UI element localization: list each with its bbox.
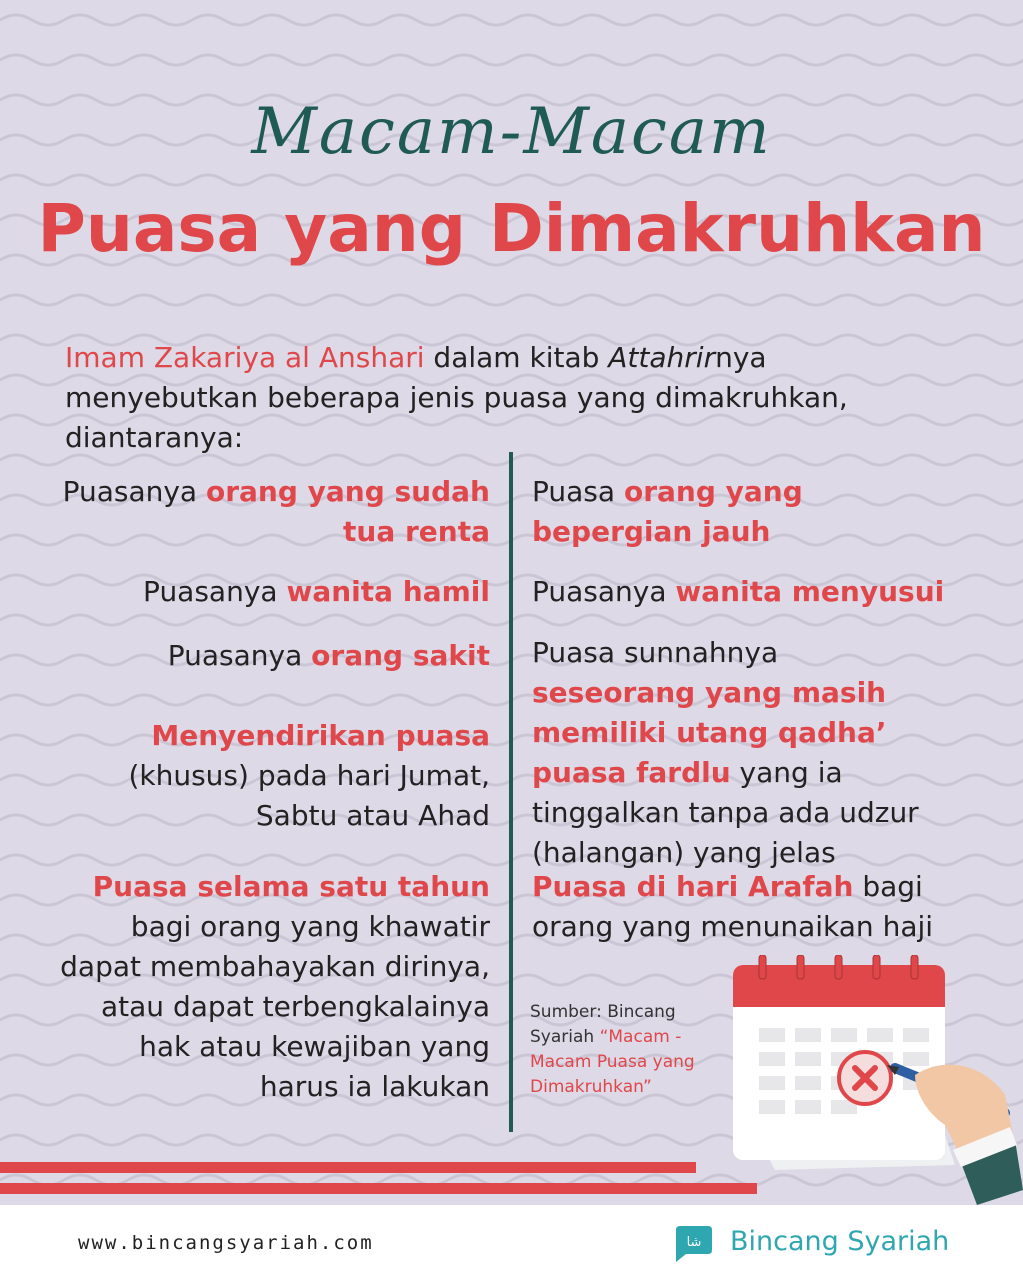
source-label: Sumber: Bincang Syariah	[530, 1002, 676, 1047]
calendar-icon	[715, 955, 1023, 1205]
left-item-5-highlight: Puasa selama satu tahun	[92, 870, 490, 903]
bincang-logo-icon	[670, 1220, 714, 1264]
left-item-5-text: bagi orang yang khawatir dapat membahayakan dirinya, atau dapat terbengkalainya hak atau kewajiban yang harus ia lakukan	[60, 910, 490, 1103]
title-line-2: Puasa yang Dimakruhkan	[37, 190, 986, 267]
right-item-2	[532, 572, 952, 612]
right-item-2-text: Puasanya	[532, 575, 676, 608]
intro-kitab: Attahrir	[608, 341, 716, 374]
right-item-1-text: Puasa	[532, 475, 624, 508]
left-item-4-text: (khusus) pada hari Jumat, Sabtu atau Ahad	[128, 759, 490, 832]
left-item-5	[60, 867, 490, 1107]
right-item-4-highlight: Puasa di hari Arafah	[532, 870, 854, 903]
left-item-4	[110, 716, 490, 836]
left-item-1	[50, 472, 490, 552]
right-item-1-highlight: orang yang bepergian jauh	[532, 475, 803, 548]
intro-author: Imam Zakariya al Anshari	[65, 341, 425, 374]
intro-text-1: dalam kitab	[424, 341, 609, 374]
left-item-4-highlight: Menyendirikan puasa	[151, 719, 490, 752]
right-item-3-highlight: seseorang yang masih memiliki utang qadha’ puasa fardlu	[532, 676, 887, 789]
x-mark-icon	[839, 1052, 891, 1104]
column-divider	[509, 452, 513, 1132]
right-item-2-highlight: wanita menyusui	[675, 575, 945, 608]
website-url[interactable]: www.bincangsyariah.com	[78, 1232, 374, 1254]
right-item-3-rest: yang ia tinggalkan tanpa ada udzur (halangan) yang jelas	[532, 756, 919, 869]
intro-text-2: nya menyebutkan beberapa jenis puasa yang dimakruhkan, diantaranya:	[65, 341, 848, 454]
right-item-4	[532, 867, 952, 947]
logo-text: شا	[686, 1235, 702, 1250]
source-title: “Macam - Macam Puasa yang Dimakruhkan”	[530, 1027, 695, 1097]
right-item-1	[532, 472, 952, 552]
left-item-3-highlight: orang sakit	[311, 639, 490, 672]
decor-bar-top	[0, 1162, 696, 1173]
title-line-1: Macam-Macam	[251, 95, 772, 169]
left-item-2-highlight: wanita hamil	[286, 575, 490, 608]
left-item-1-highlight: orang yang sudah tua renta	[205, 475, 490, 548]
brand-name: Bincang Syariah	[730, 1226, 950, 1257]
source-note	[530, 1000, 720, 1100]
right-item-4-text: bagi orang yang menunaikan haji	[532, 870, 934, 943]
left-item-2-text: Puasanya	[143, 575, 287, 608]
left-item-1-text: Puasanya	[62, 475, 206, 508]
intro-paragraph	[65, 338, 965, 458]
decor-bar-bottom	[0, 1183, 757, 1194]
left-item-3	[50, 636, 490, 676]
right-item-3	[532, 633, 942, 873]
left-item-2	[50, 572, 490, 612]
right-item-3-text: Puasa sunnahnya	[532, 636, 779, 669]
left-item-3-text: Puasanya	[167, 639, 312, 672]
